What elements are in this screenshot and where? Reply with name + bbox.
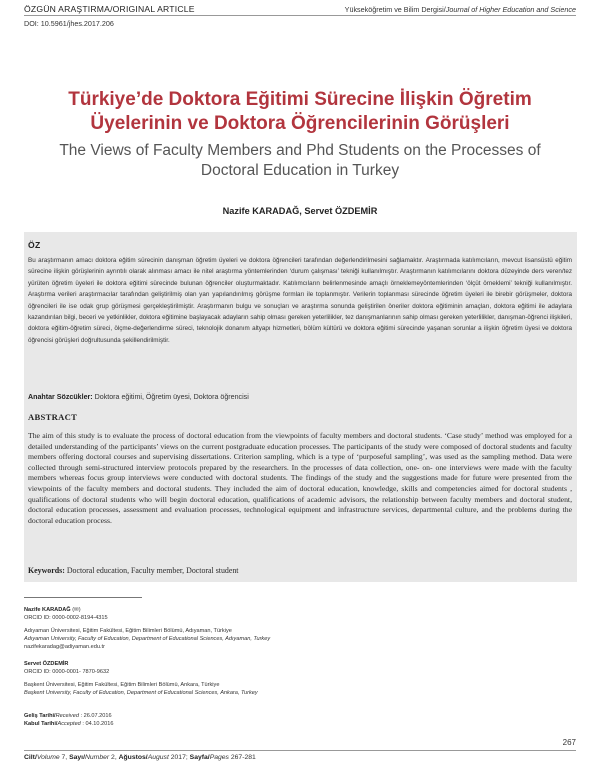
abstract-tr-text: Bu araştırmanın amacı doktora eğitim sürecinin danışman öğretim üyeleri ve doktora öğrencileri tarafından değerlendirilmesini sağlamaktır. Araştırmada katılımcıların, mevcut lisansüstü eğitim sürecine ilişkin görüşlerinin ayrıntılı olarak alınması amacı ile nitel araştırma yöntemlerinden ‘durum çalışması’ tekniği kullanılmıştır. Araştırmanın katılımcılarını doktora düzeyinde ders veren/tez yürüten öğretim üyeleri ile doktora eğitimi sürecinde bulunan öğrenciler oluşturmaktadır. Katılımcıların belirlenmesinde amaçlı örneklemeyöntemlerinden ‘ölçüt örneklemi’ tekniği kullanılmıştır. Araştırma verileri araştırmacılar tarafından geliştirilmiş olan yarı yapılandırılmış görüşme formları ile toplanmıştır. Verilerin toplanması sürecinde öğretim üyeleri ile birebir görüşmeler, doktora öğrencileri ile ise odak grup görüşmesi gerçekleştirilmiştir. Araştırmanın bulgu ve sonuçları ve araştırma sonunda geliştirilen öneriler doktora eğitiminin amaçları, doktora eğitimi ile adaylara kazandırılan bilgi, beceri ve yetkinlikler, doktora eğitimine başlayacak adayların sahip olması gereken yeterlilikler, tez danışmanlarının sahip olması gereken yeterlilikler, danışman-öğrenci ilişkileri, doktora eğitim-öğretim süreci, ölçme-değerlendirme süreci, teknolojik donanım altyapı hizmetleri, bölüm kültürü ve doktora eğitimi sürecinde yaşanan sorunlar a ilişkin öğretim üyesi ve doktora öğrencisi görüşleri doğrultusunda şekillendirilmiştir.	[28, 257, 572, 344]
received-date: : 26.07.2016	[80, 713, 112, 719]
author-affiliation-1	[24, 606, 270, 651]
footer-sayi: Sayı/	[69, 754, 85, 761]
keywords-en-label: Keywords:	[28, 566, 65, 575]
footer-volume-number: 7,	[59, 754, 70, 761]
authors: Nazife KARADAĞ, Servet ÖZDEMİR	[222, 206, 378, 216]
abstract-tr-heading: ÖZ	[28, 240, 41, 250]
correspondence-mark: (✉)	[72, 607, 81, 613]
affiliation-institution-en: Başkent University, Faculty of Education, Department of Educational Sciences, Ankara, Turkey	[24, 690, 258, 696]
footer-ay: Ağustos/	[118, 754, 148, 761]
submission-dates	[24, 712, 113, 728]
affiliation-orcid: ORCID ID: 0000-0001- 7870-9632	[24, 669, 110, 675]
journal-name-tr: Yükseköğretim ve Bilim Dergisi/	[344, 5, 446, 14]
footer-issue-number: 2,	[109, 754, 119, 761]
affiliation-author-name: Servet ÖZDEMİR	[24, 661, 69, 667]
title-turkish: Türkiye’de Doktora Eğitimi Sürecine İlişkin Öğretim Üyelerinin ve Doktora Öğrencilerinin Görüşleri	[68, 89, 532, 134]
affiliation-orcid: ORCID ID: 0000-0002-8194-4315	[24, 615, 108, 621]
affiliation-institution-tr: Adıyaman Üniversitesi, Eğitim Fakültesi, Eğitim Bilimleri Bölümü, Adıyaman, Türkiye	[24, 628, 232, 634]
footer-year: 2017;	[168, 754, 190, 761]
received-label-en: Received	[55, 713, 79, 719]
footer-month: August	[147, 754, 169, 761]
footer-cilt: Cilt/	[24, 754, 37, 761]
abstract-en-text: The aim of this study is to evaluate the process of doctoral education from the viewpoints of faculty members and doctoral students. ‘Case study’ method was employed for a detailed understanding of the participants’ views on the current postgraduate education processes. The participants of the study were composed of doctoral students and faculty members offering doctoral courses and supervising dissertations. Criterion sampling, which is a type of ‘purposeful sampling’, was used as the sampling method. Data were collected through semi-structured interview protocols prepared by the researchers. In the processes of data collection, one- on- one interviews were made with the faculty members whereas focus group interviews were conducted with doctoral students. The findings of the study and the suggestions made for future were presented from the viewpoints of the faculty members and doctoral students. They included the aim of doctoral education, knowledge, skills and competencies aimed for doctoral students , qualifications of doctoral students who will begin doctoral education, qualifications of academic advisors, the relationship between faculty members and doctoral student, doctoral education processes, assessment and evaluation processes, technological equipment and infrastructure services, departmental culture, and the problems during the doctoral education process.	[28, 431, 572, 525]
affiliation-institution-tr: Başkent Üniversitesi, Eğitim Fakültesi, Eğitim Bilimleri Bölümü, Ankara, Türkiye	[24, 682, 220, 688]
affiliation-author-name: Nazife KARADAĞ	[24, 607, 71, 613]
accepted-label: Kabul Tarihi/	[24, 721, 58, 727]
keywords-en	[28, 566, 239, 575]
affiliation-institution-en: Adıyaman University, Faculty of Education, Department of Educational Sciences, Adıyaman, Turkey	[24, 636, 271, 642]
author-affiliation-2	[24, 660, 258, 697]
keywords-tr	[28, 393, 249, 401]
footer-page-range: 267-281	[228, 754, 256, 761]
citation-footer	[24, 754, 256, 761]
doi: DOI: 10.5961/jhes.2017.206	[24, 19, 114, 28]
accepted-label-en: Accepted	[57, 721, 81, 727]
title-english: The Views of Faculty Members and Phd Students on the Processes of Doctoral Education in Turkey	[59, 142, 541, 179]
journal-name	[345, 5, 576, 14]
affiliation-email[interactable]: nazifekaradag@adiyaman.edu.tr	[24, 644, 105, 650]
header-divider	[24, 15, 576, 16]
abstract-en-heading: ABSTRACT	[28, 412, 78, 422]
article-type-label: ÖZGÜN ARAŞTIRMA/ORIGINAL ARTICLE	[24, 4, 195, 14]
keywords-en-values: Doctoral education, Faculty member, Doctoral student	[66, 566, 239, 575]
footer-pages: Pages	[209, 754, 229, 761]
received-label: Geliş Tarihi/	[24, 713, 56, 719]
keywords-tr-label: Anahtar Sözcükler:	[28, 393, 93, 401]
footer-sayfa: Sayfa/	[189, 754, 210, 761]
accepted-date: : 04.10.2016	[82, 721, 114, 727]
page-number: 267	[562, 738, 576, 747]
footer-divider	[24, 750, 576, 751]
keywords-tr-values: Doktora eğitimi, Öğretim üyesi, Doktora öğrencisi	[94, 393, 249, 401]
journal-name-en: Journal of Higher Education and Science	[445, 5, 576, 14]
footer-volume: Volume	[36, 754, 60, 761]
footnote-divider	[24, 597, 142, 598]
footer-number: Number	[84, 754, 110, 761]
